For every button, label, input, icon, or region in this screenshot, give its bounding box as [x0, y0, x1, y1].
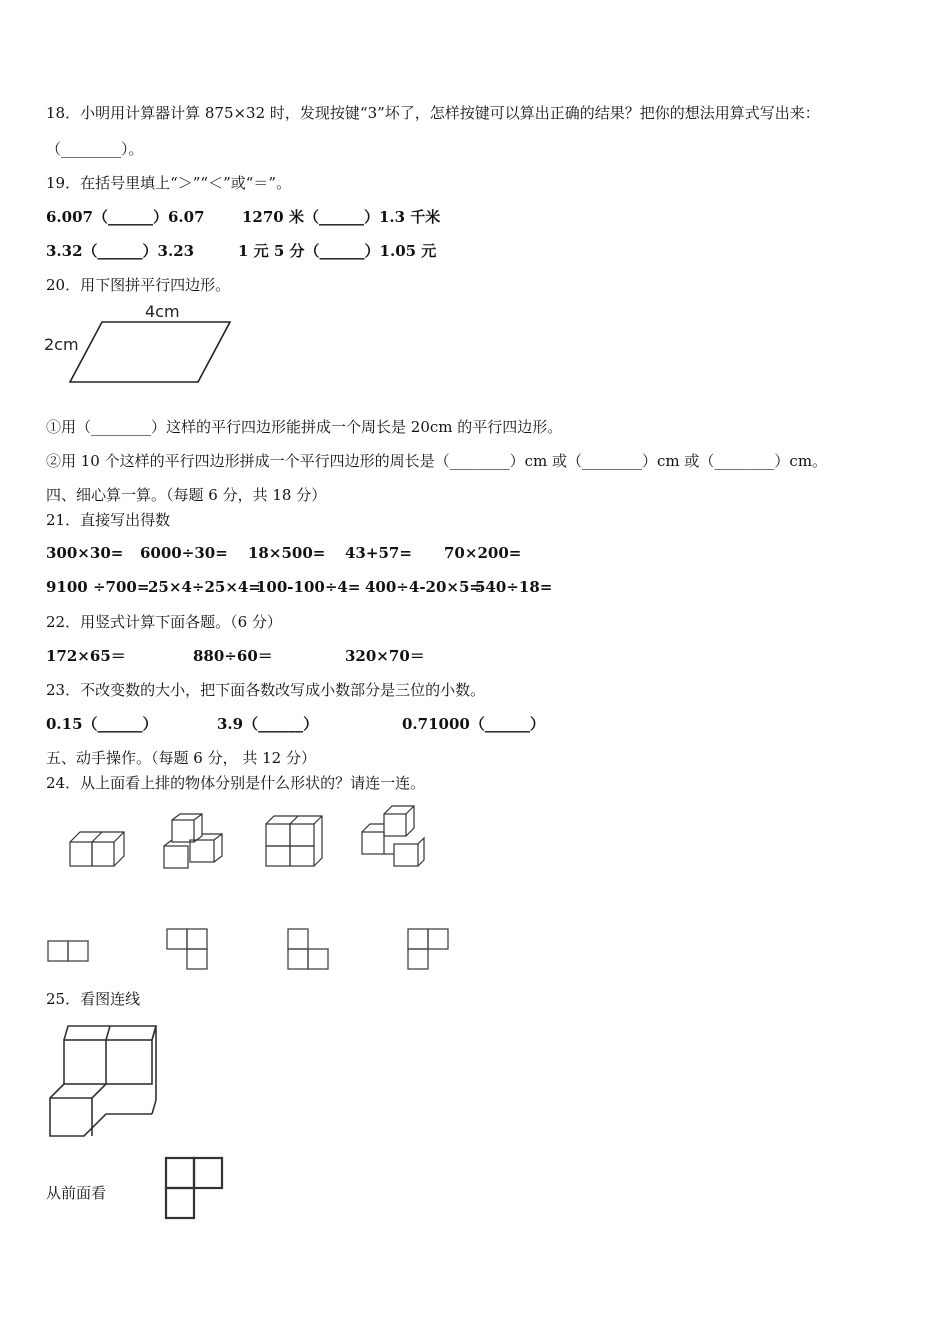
q20-part1: ①用（________）这样的平行四边形能拼成一个周长是 20cm 的平行四边形。	[46, 418, 563, 436]
q22-title: 22．用竖式计算下面各题。（6 分）	[46, 613, 282, 631]
q21-calc: 9100 ÷700=	[46, 578, 150, 596]
q19-row1	[46, 207, 440, 227]
top-view-3	[284, 926, 332, 972]
q19-row2	[46, 241, 436, 261]
q23-item: 0.15（______）	[46, 715, 158, 733]
q18-answer-blank: （________）。	[46, 140, 144, 158]
q25-front-view-label: 从前面看	[46, 1184, 107, 1202]
q23-row	[46, 714, 545, 734]
q21-calc: 18×500=	[248, 544, 326, 562]
parallelogram-side-label: 2cm	[44, 335, 79, 354]
q23-title: 23．不改变数的大小，把下面各数改写成小数部分是三位的小数。	[46, 681, 486, 699]
q21-calc: 70×200=	[444, 544, 522, 562]
q19-item-3: 3.32（______）3.23	[46, 242, 195, 260]
front-view-shape	[160, 1154, 226, 1224]
top-view-4	[404, 926, 452, 972]
top-view-2	[164, 926, 212, 972]
q22-item: 172×65＝	[46, 647, 126, 665]
q21-calc: 100-100÷4=	[256, 578, 361, 596]
q21-row1	[46, 543, 521, 563]
q18-line1: 18．小明用计算器计算 875×32 时，发现按键“3”坏了，怎样按键可以算出正确的结果？把你的想法用算式写出来：	[46, 104, 820, 122]
q22-row	[46, 646, 425, 666]
section4-title: 四、细心算一算。（每题 6 分，共 18 分）	[46, 486, 327, 504]
q21-calc: 25×4÷25×4=	[148, 578, 261, 596]
cube-object-3	[262, 812, 324, 870]
q19-item-2: 1270 米（______）1.3 千米	[242, 208, 441, 226]
q19-item-4: 1 元 5 分（______）1.05 元	[238, 242, 437, 260]
section5-title: 五、动手操作。（每题 6 分， 共 12 分）	[46, 749, 316, 767]
q25-title: 25．看图连线	[46, 990, 141, 1008]
parallelogram-shape	[70, 322, 230, 382]
cube-object-2	[160, 810, 226, 872]
parallelogram-top-label: 4cm	[145, 302, 180, 321]
q21-calc: 400÷4-20×5=	[365, 578, 482, 596]
q19-item-1: 6.007（______）6.07	[46, 208, 205, 226]
q21-title: 21．直接写出得数	[46, 511, 171, 529]
q21-calc: 540÷18=	[475, 578, 553, 596]
q21-calc: 6000÷30=	[140, 544, 228, 562]
q19-title: 19．在括号里填上“＞”“＜”或“＝”。	[46, 174, 292, 192]
cube-object-4	[356, 804, 426, 870]
parallelogram-figure	[40, 300, 240, 390]
cube-object-1	[66, 826, 126, 870]
top-view-1	[46, 938, 92, 964]
q23-item: 3.9（______）	[217, 715, 319, 733]
q21-row2	[46, 577, 552, 597]
q21-calc: 300×30=	[46, 544, 124, 562]
q25-cube-object	[44, 1020, 160, 1142]
q20-part2: ②用 10 个这样的平行四边形拼成一个平行四边形的周长是（________）cm 或（________）cm 或（________）cm。	[46, 452, 828, 470]
q24-title: 24．从上面看上排的物体分别是什么形状的？请连一连。	[46, 774, 426, 792]
q22-item: 320×70＝	[345, 647, 425, 665]
q21-calc: 43+57=	[345, 544, 412, 562]
q23-item: 0.71000（______）	[402, 715, 545, 733]
q22-item: 880÷60＝	[193, 647, 273, 665]
q20-title: 20．用下图拼平行四边形。	[46, 276, 231, 294]
